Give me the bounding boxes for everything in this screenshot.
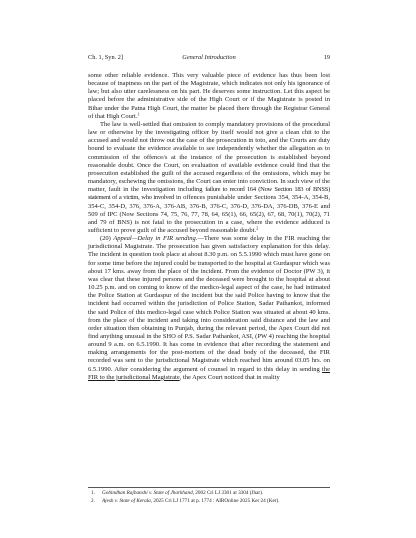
running-header [88, 53, 330, 63]
paragraph-text: —There was some delay in the FIR reaching the jurisdictional Magistrate. The prosecution has given satisfactory explanation for this delay. The incident in question took place at about 8.30 p.m. on 5.5.1990 which must have gone on for some time before the injured could be transported to the hospital at Gurdaspur which was about 17 kms. away from the place of the incident. From the evidence of Doctor (PW 3), it was clear that these injured persons and the deceased were brought to the hospital at about 10.25 p.m. and on coming to know of the medico-legal aspect of the case, he had intimated the Police Station at Gurdaspur of the incident but the said Police having to know that the incident had occurred within the jurisdiction of Police Station, Sadar Pathankot, informed the said Police of this medico-legal case which Police Station was situated at about 40 kms. from the place of the incident and taking into consideration said distance and the law and order situation then obtaining in Punjab, during the relevant period, the Apex Court did not find anything unusual in the SHO of P.S. Sadar Pathankot, ASI, (PW 4) reaching the hospital around 9 a.m. on 6.5.1990. It has come in evidence that after recording the statement and making arrangements for the post-mortem of the dead body of the deceased, the FIR recorded was sent to the jurisdictional Magistrate which reached him around 03.05 hrs. on 6.5.1990. After considering the argument of counsel in regard to this delay in sending [88, 235, 330, 373]
footnote-number: 1. [91, 490, 95, 496]
paragraph-text: in offences punishable under Sections 354, 354-A, 354-B, 354-C, 354-D, 376, 376-A, 376-AB, 376-B, 376-C, 376-D, 376-DA, 376-DB, 376-E and 509 of IPC (Now Sections 74, 75, 76, 77, 78, 64, 65(1), 66, 65(2), 67, 68, 70(1), 70(2), 71 and 79 of BNS) is not fatal to the prosecution in a case, where the evidence adduced is sufficient to prove guilt of the accused beyond reasonable doubt. [88, 194, 330, 234]
paragraph-text-condensed: failure to record 164 (Now Section 183 of BNSS) statement of a victim, who involved [88, 186, 330, 202]
footnote-case-name: Ajesh v. State of Kerala [102, 498, 151, 504]
section-number: (20) [100, 235, 111, 243]
paragraph-continued [88, 72, 330, 121]
paragraph-text: some other reliable evidence. This very valuable piece of evidence has thus been lost because of inaptness on the part of the Magistrate, which indicates not only his ignorance of law; but also utter carelessness on his part. He deserves some instruction. Let this aspect be placed before the administrative side of the High Court or if the Magistrate is posted in Bihar under the Patna High Court, the matter be placed there through the Registrar General of that High Court. [88, 72, 330, 120]
paragraph-text: The law is well-settled that omission to comply mandatory provisions of the procedural law or otherwise by the investigating officer by itself would not give a clean chit to the accused and would not throw out the case of the prosecution in toto, and the Courts are duty bound to evaluate the evidence available to see independently whether the allegation as to commission of the offence/s at the instance of the prosecution is established beyond reasonable doubt. Once the Court, on evaluation of available evidence could find that the prosecution established the guilt of the accused regardless of the omissions, which may be mandatory, eschewing the omissions, the Court can enter into conviction. In such view of the matter, fault in the investigation including [88, 120, 331, 194]
footnote-ref-2: 2 [256, 225, 259, 231]
footnote-number: 2. [91, 498, 95, 504]
page-number: 19 [323, 54, 330, 61]
paragraph-appeal-delay [88, 235, 330, 382]
footnote-citation: , 2025 Cri LJ 1771 at p. 1774 : AIROnline 2025 Ker 24 (Ker). [150, 498, 280, 504]
footnote-divider [88, 487, 330, 488]
paragraph-settled-law [88, 121, 330, 235]
section-heading: Appeal—Delay in FIR sending. [113, 235, 198, 243]
paragraph-text: , the Apex Court noticed that in reality [179, 373, 280, 381]
footnote-case-name: Gobindhan Rajbanshi v. State of Jharkhand [102, 490, 193, 496]
footnotes [88, 489, 330, 505]
page-body [88, 72, 330, 382]
footnote-ref-1: 1 [137, 111, 140, 117]
chapter-reference: Ch. 1, Syn. 2] [88, 54, 123, 61]
footnote-2 [88, 497, 330, 505]
footnote-citation: , 2002 Cri LJ 3301 at 3304 (Jhar). [192, 490, 264, 496]
underlined-text: the FIR to the jurisdictional Magistrate [88, 365, 330, 381]
running-title: General Introduction [182, 54, 236, 61]
footnote-1 [88, 489, 330, 497]
